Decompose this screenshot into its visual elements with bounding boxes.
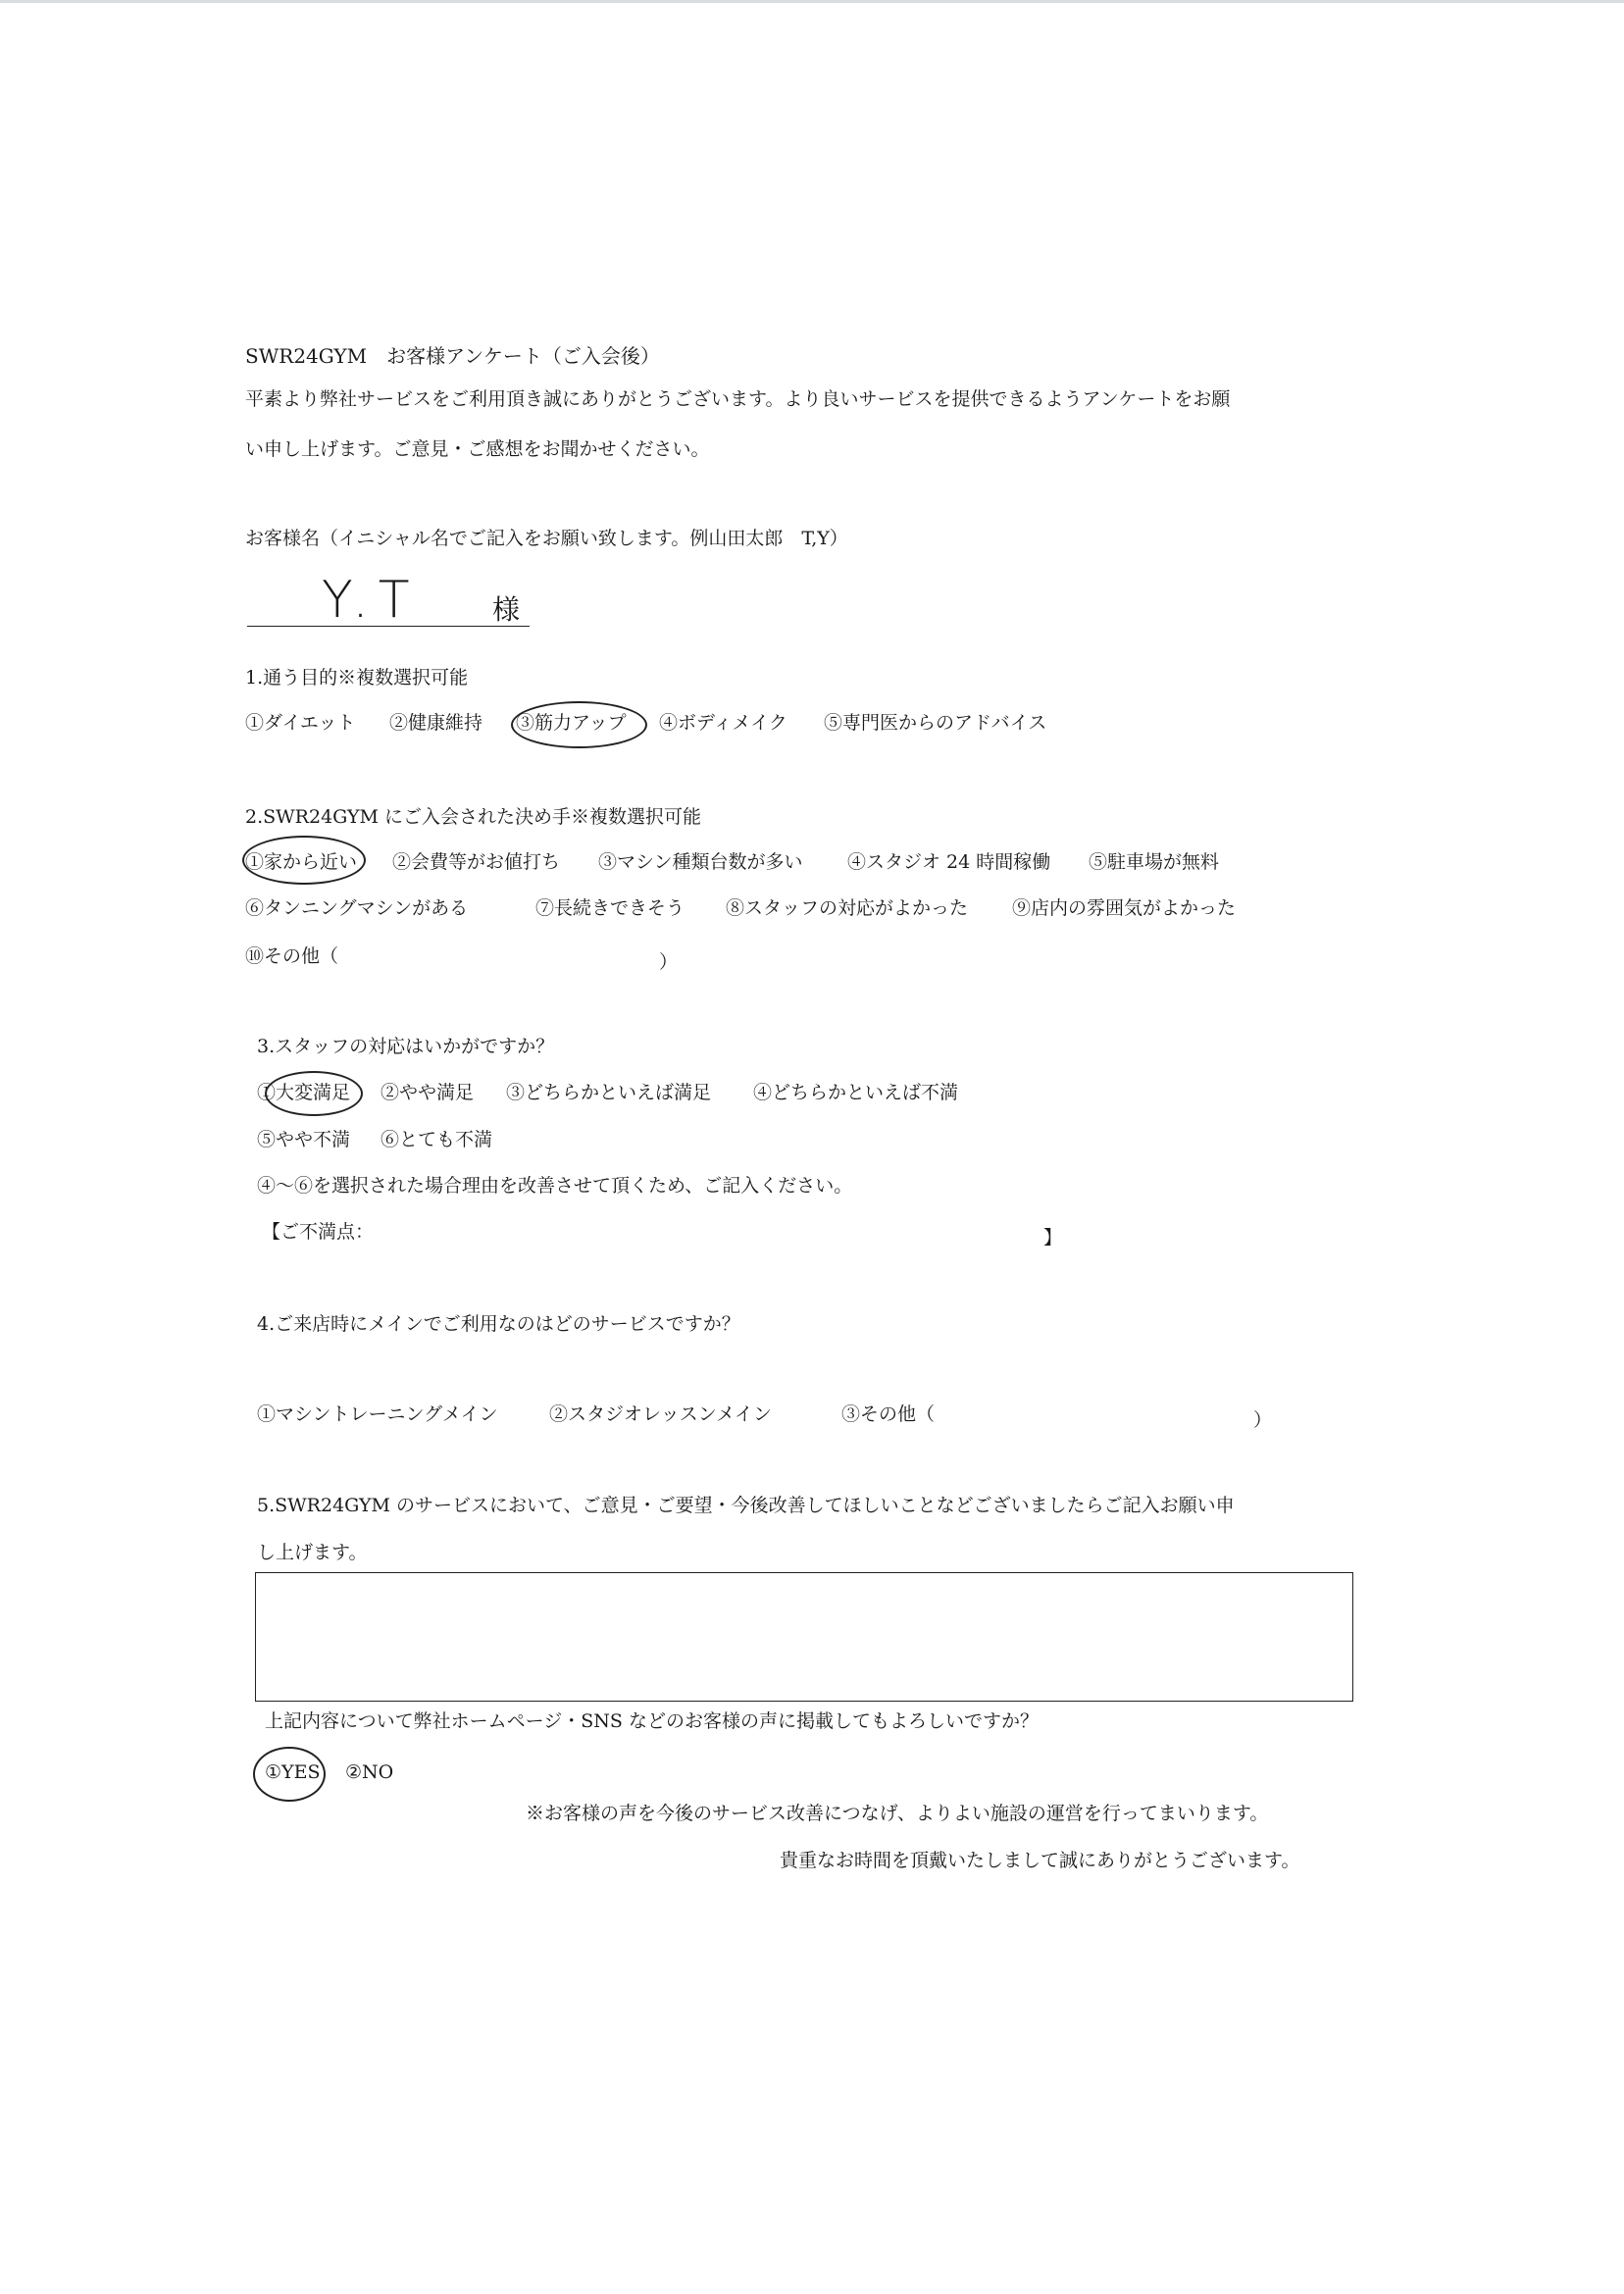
consent-question: 上記内容について弊社ホームページ・SNS などのお客様の声に掲載してもよろしいですか？ — [265, 1710, 1039, 1732]
customer-name-label: お客様名（イニシャル名でご記入をお願い致します。例山田太郎 T,Y） — [245, 528, 848, 549]
q5-question-line-1: 5.SWR24GYM のサービスにおいて、ご意見・ご要望・今後改善してほしいことなどございましたらご記入お願い申 — [257, 1495, 1235, 1516]
q3-option-6[interactable]: ⑥とても不満 — [381, 1129, 493, 1150]
q3-dissatisfaction-close: 】 — [1043, 1227, 1063, 1249]
q3-dissatisfaction-label: 【ご不満点： — [262, 1221, 375, 1243]
intro-line-1: 平素より弊社サービスをご利用頂き誠にありがとうございます。より良いサービスを提供できるようアンケートをお願 — [245, 388, 1231, 410]
q1-option-4[interactable]: ④ボディメイク — [659, 712, 787, 734]
intro-line-2: い申し上げます。ご意見・ご感想をお聞かせください。 — [245, 438, 710, 460]
q2-option-9[interactable]: ⑨店内の雰囲気がよかった — [1012, 897, 1237, 919]
q3-option-5[interactable]: ⑤やや不満 — [257, 1129, 351, 1150]
q3-option-1[interactable]: ①大変満足 — [257, 1082, 351, 1103]
q5-comment-box[interactable] — [255, 1572, 1353, 1702]
footer-note: ※お客様の声を今後のサービス改善につなげ、よりよい施設の運営を行ってまいります。 — [526, 1803, 1269, 1824]
q3-question: 3.スタッフの対応はいかがですか？ — [257, 1036, 555, 1057]
q5-question-line-2: し上げます。 — [257, 1542, 368, 1563]
q2-option-7[interactable]: ⑦長続きできそう — [535, 897, 685, 919]
q3-option-3[interactable]: ③どちらかといえば満足 — [506, 1082, 712, 1103]
scan-edge — [0, 0, 1624, 3]
q2-option-10-other[interactable]: ⑩その他（ — [245, 945, 339, 967]
q1-option-3-circle-mark — [511, 701, 647, 748]
q3-option-1-circle-mark — [265, 1071, 363, 1116]
q2-question: 2.SWR24GYM にご入会された決め手※複数選択可能 — [245, 806, 702, 828]
q4-option-2[interactable]: ②スタジオレッスンメイン — [549, 1403, 772, 1425]
q3-option-2[interactable]: ②やや満足 — [381, 1082, 475, 1103]
customer-name-underline — [247, 626, 530, 627]
q2-option-5[interactable]: ⑤駐車場が無料 — [1089, 851, 1220, 873]
q1-option-1[interactable]: ①ダイエット — [245, 712, 356, 734]
q4-option-3-other[interactable]: ③その他（ — [841, 1403, 936, 1425]
q1-option-2[interactable]: ②健康維持 — [389, 712, 483, 734]
q4-other-close: ） — [1253, 1409, 1273, 1431]
q1-question: 1.通う目的※複数選択可能 — [245, 667, 469, 688]
survey-title: SWR24GYM お客様アンケート（ご入会後） — [245, 344, 660, 368]
q2-other-close: ） — [659, 951, 679, 973]
consent-yes-circle-mark — [253, 1747, 326, 1802]
q2-option-2[interactable]: ②会費等がお値打ち — [392, 851, 561, 873]
q4-option-1[interactable]: ①マシントレーニングメイン — [257, 1403, 498, 1425]
q1-option-3[interactable]: ③筋力アップ — [516, 712, 627, 734]
customer-initials: Y.T — [322, 571, 420, 630]
customer-honorific: 様 — [492, 593, 521, 626]
q2-option-3[interactable]: ③マシン種類台数が多い — [598, 851, 803, 873]
q3-option-4[interactable]: ④どちらかといえば不満 — [753, 1082, 959, 1103]
q1-option-5[interactable]: ⑤専門医からのアドバイス — [824, 712, 1047, 734]
q2-option-6[interactable]: ⑥タンニングマシンがある — [245, 897, 469, 919]
q2-option-1-circle-mark — [242, 836, 366, 885]
q2-option-1[interactable]: ①家から近い — [245, 851, 358, 873]
consent-no-option[interactable]: ②NO — [345, 1761, 394, 1783]
q4-question: 4.ご来店時にメインでご利用なのはどのサービスですか？ — [257, 1313, 740, 1335]
footer-thanks: 貴重なお時間を頂戴いたしまして誠にありがとうございます。 — [780, 1850, 1300, 1871]
q3-note: ④～⑥を選択された場合理由を改善させて頂くため、ご記入ください。 — [257, 1175, 853, 1197]
q2-option-4[interactable]: ④スタジオ 24 時間稼働 — [847, 851, 1051, 873]
consent-yes-option[interactable]: ①YES — [265, 1761, 321, 1783]
q2-option-8[interactable]: ⑧スタッフの対応がよかった — [726, 897, 969, 919]
